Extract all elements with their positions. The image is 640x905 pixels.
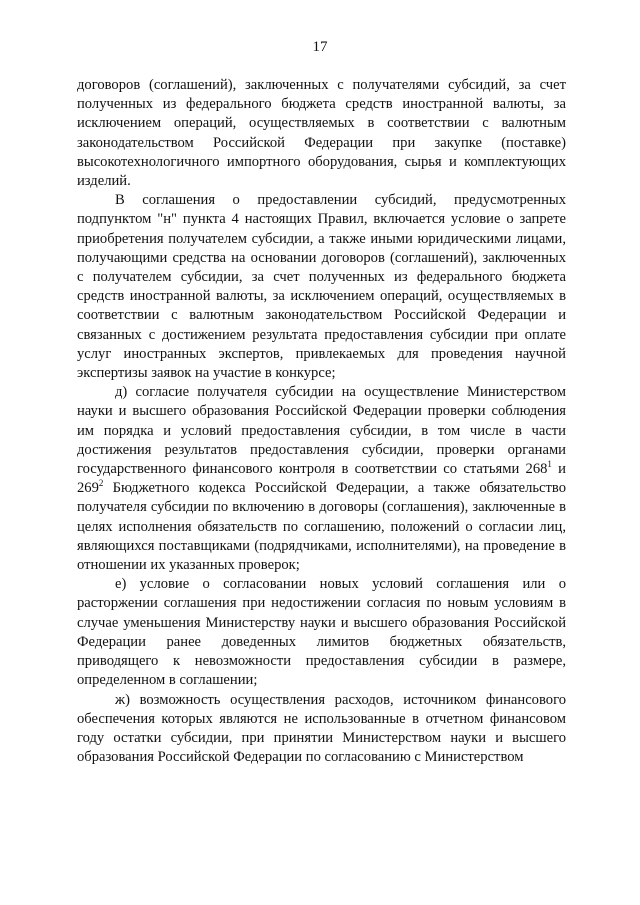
paragraph-item-zh: ж) возможность осуществления расходов, источником финансового обеспечения которых являются не использованные в отчетном финансовом году остатки субсидии, при принятии Министерством науки и высшего образования Российской Федерации по согласованию с Министерством [77, 691, 566, 766]
paragraph-item-d [77, 383, 566, 575]
superscript-1: 1 [547, 459, 552, 470]
superscript-2: 2 [98, 478, 104, 489]
paragraph-agreement-condition: В соглашения о предоставлении субсидий, предусмотренных подпунктом "н" пункта 4 настоящих Правил, включается условие о запрете приобретения получателем субсидии, а также иными юридическими лицами, получающими средства на основании договоров (соглашений), заключенных с получателем субсидии, за счет полученных из федерального бюджета средств иностранной валюты, за исключением операций, осуществляемых в соответствии с валютным законодательством Российской Федерации и связанных с достижением результата предоставления субсидии при оплате услуг иностранных экспертов, привлекаемых для проведения научной экспертизы заявок на участие в конкурсе; [77, 192, 566, 382]
item-d-text-middle: и 269 [77, 461, 566, 497]
paragraph-continuation: договоров (соглашений), заключенных с получателями субсидий, за счет полученных из федерального бюджета средств иностранной валюты, за исключением операций, осуществляемых в соответствии с валютным законодательством Российской Федерации при закупке (поставке) высокотехнологичного импортного оборудования, сырья и комплектующих изделий. [77, 77, 566, 190]
item-d-text-end: Бюджетного кодекса Российской Федерации, а также обязательство получателя субсидии по включению в договоры (соглашения), заключенные в целях исполнения обязательств по соглашению, положений о согласии лиц, являющихся поставщиками (подрядчиками, исполнителями), на проведение в отношении их указанных проверок; [77, 480, 566, 574]
document-body [77, 76, 566, 767]
page-number: 17 [312, 39, 328, 55]
item-d-text-start: д) согласие получателя субсидии на осуществление Министерством науки и высшего образования Российской Федерации проверки соблюдения им порядка и условий предоставления субсидии, в том числе в части достижения результатов предоставления субсидии, проверки органами государственного финансового контроля в соответствии со статьями 268 [77, 384, 566, 478]
paragraph-item-e: е) условие о согласовании новых условий соглашения или о расторжении соглашения при недостижении согласия по новым условиям в случае уменьшения Министерству науки и высшего образования Российской Федерации ранее доведенных лимитов бюджетных обязательств, приводящего к невозможности предоставления субсидии в размере, определенном в соглашении; [77, 576, 566, 689]
